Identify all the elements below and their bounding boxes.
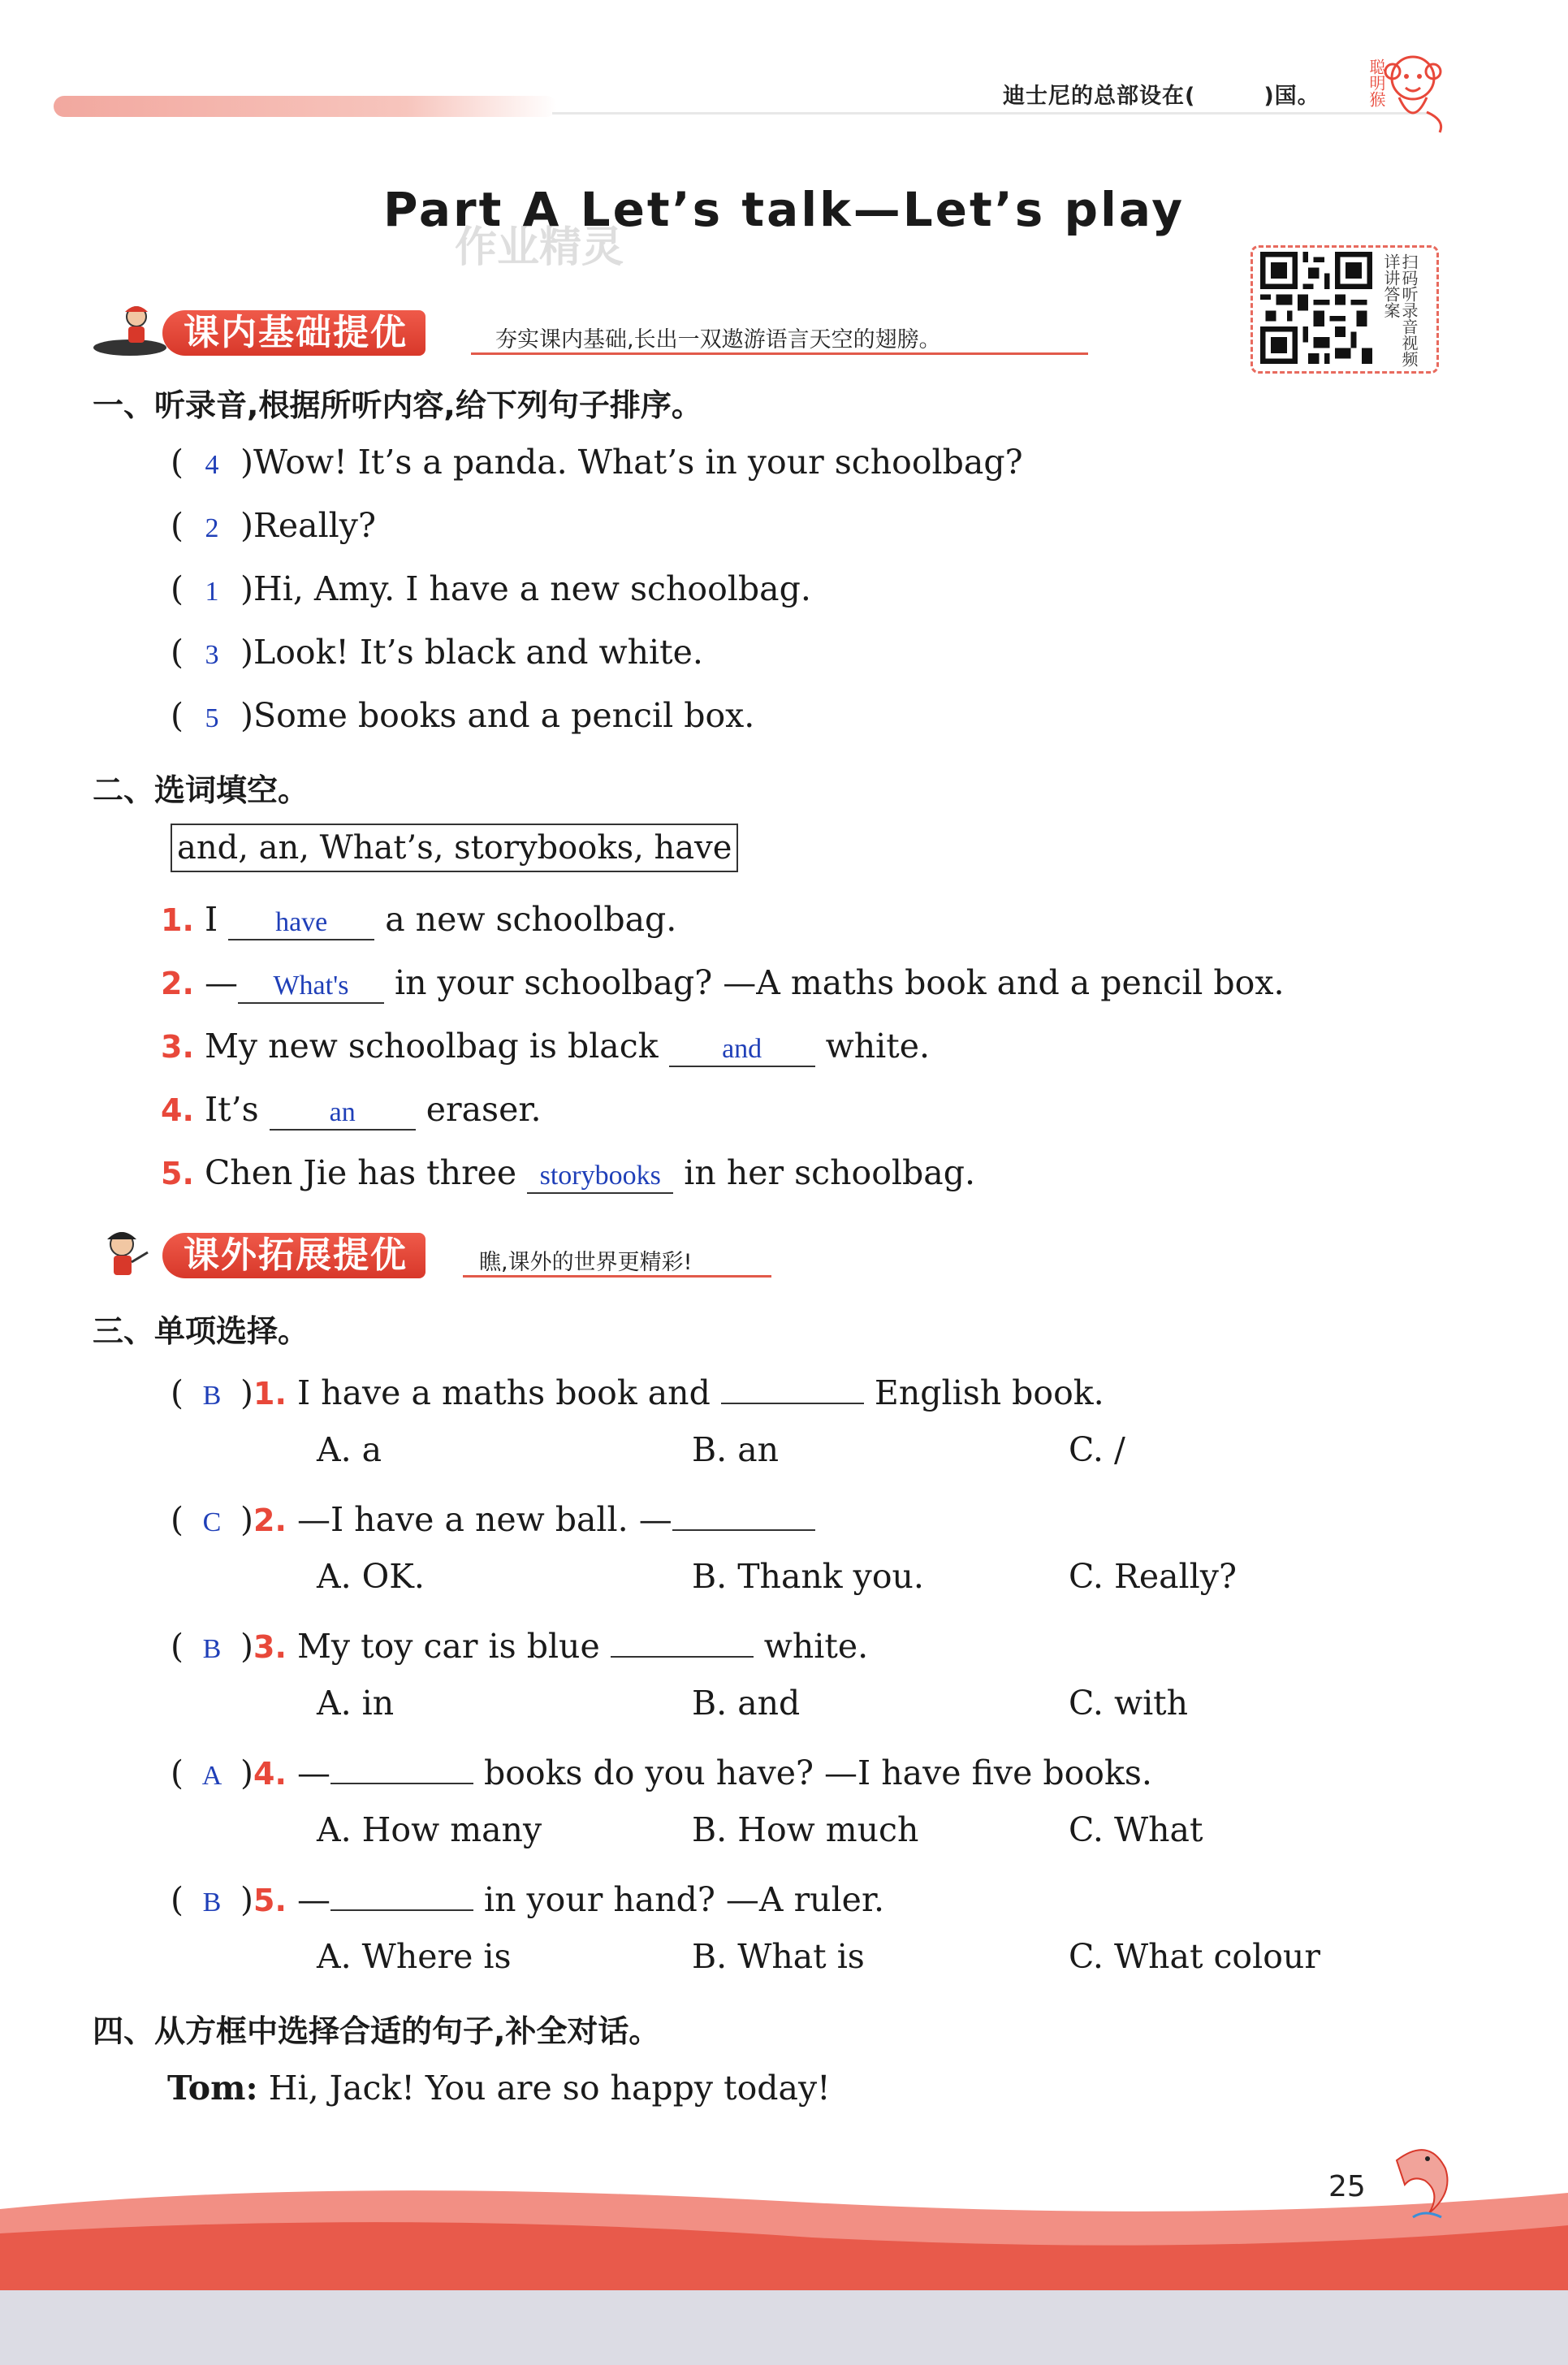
bracket-close: ) bbox=[240, 1373, 253, 1412]
question-title-2: 二、选词填空。 bbox=[93, 772, 309, 808]
answer-blank[interactable] bbox=[330, 1747, 473, 1784]
item-text: I bbox=[204, 900, 229, 939]
item-text: in her schoolbag. bbox=[673, 1153, 975, 1192]
option-b[interactable]: B. Thank you. bbox=[692, 1557, 924, 1596]
bracket-close: ) bbox=[240, 1627, 253, 1666]
item-text: It’s bbox=[204, 1090, 270, 1129]
ordering-item bbox=[171, 569, 811, 608]
answer-order[interactable]: 4 bbox=[205, 450, 219, 480]
item-text: )Some books and a pencil box. bbox=[240, 696, 755, 735]
item-text: My toy car is blue bbox=[296, 1627, 611, 1666]
fill-blank-item bbox=[161, 900, 676, 940]
answer-choice[interactable]: C bbox=[202, 1507, 222, 1537]
section-slogan: 瞧,课外的世界更精彩! bbox=[479, 1250, 693, 1275]
answer-order[interactable]: 3 bbox=[205, 640, 219, 670]
choice-question bbox=[171, 1874, 884, 1919]
choice-question bbox=[171, 1367, 1104, 1412]
option-a[interactable]: A. OK. bbox=[317, 1557, 425, 1596]
answer-choice[interactable]: A bbox=[201, 1761, 222, 1791]
footer-wave bbox=[0, 2177, 1568, 2365]
option-b[interactable]: B. How much bbox=[692, 1810, 919, 1849]
section-banner-basic bbox=[89, 310, 1088, 359]
item-number: 5. bbox=[253, 1883, 287, 1918]
answer-blank[interactable] bbox=[270, 1093, 416, 1131]
item-text: a new schoolbag. bbox=[374, 900, 677, 939]
item-number: 3. bbox=[161, 1029, 194, 1065]
item-number: 4. bbox=[253, 1756, 287, 1792]
section-label: 课内基础提优 bbox=[162, 310, 425, 356]
item-text: )Look! It’s black and white. bbox=[240, 633, 703, 672]
bracket-open: ( bbox=[171, 696, 184, 735]
item-number: 1. bbox=[253, 1376, 287, 1412]
header-rule bbox=[552, 112, 1429, 115]
item-text: )Wow! It’s a panda. What’s in your schoolbag? bbox=[240, 443, 1023, 482]
answer-choice[interactable]: B bbox=[202, 1381, 222, 1411]
header-band bbox=[54, 96, 557, 117]
question-title-1: 一、听录音,根据所听内容,给下列句子排序。 bbox=[93, 387, 702, 423]
section-label: 课外拓展提优 bbox=[162, 1233, 425, 1278]
option-c[interactable]: C. Really? bbox=[1069, 1557, 1237, 1596]
ordering-item bbox=[171, 443, 1023, 482]
section-slogan: 夯实课内基础,长出一双遨游语言天空的翅膀。 bbox=[495, 327, 941, 352]
skateboard-kid-icon bbox=[89, 299, 171, 364]
item-number: 2. bbox=[253, 1502, 287, 1538]
option-a[interactable]: A. How many bbox=[317, 1810, 542, 1849]
item-number: 3. bbox=[253, 1629, 287, 1665]
page-title: Part A Let’s talk—Let’s play bbox=[382, 182, 1186, 237]
ordering-item bbox=[171, 633, 703, 672]
qr-code-icon[interactable] bbox=[1260, 252, 1372, 364]
answer-order[interactable]: 1 bbox=[205, 577, 219, 607]
option-c[interactable]: C. / bbox=[1069, 1430, 1125, 1469]
item-text: — bbox=[296, 1753, 330, 1792]
header-trivia: 迪士尼的总部设在( )国。 bbox=[1003, 84, 1320, 109]
page-number: 25 bbox=[1328, 2170, 1366, 2203]
item-text: )Really? bbox=[240, 506, 376, 545]
item-number: 5. bbox=[161, 1156, 194, 1191]
option-a[interactable]: A. a bbox=[317, 1430, 382, 1469]
item-text: books do you have? —I have five books. bbox=[473, 1753, 1152, 1792]
fill-blank-item bbox=[161, 963, 1284, 1004]
answer-order[interactable]: 5 bbox=[205, 703, 219, 733]
item-text: white. bbox=[814, 1027, 931, 1066]
bracket-close: ) bbox=[240, 1753, 253, 1792]
answer-order[interactable]: 2 bbox=[205, 513, 219, 543]
option-c[interactable]: C. What bbox=[1069, 1810, 1203, 1849]
answer-blank[interactable] bbox=[672, 1494, 815, 1531]
answer-text: and bbox=[722, 1034, 762, 1064]
answer-text: an bbox=[329, 1097, 356, 1127]
bracket-open: ( bbox=[171, 1753, 184, 1792]
choice-question bbox=[171, 1620, 868, 1666]
answer-blank[interactable] bbox=[330, 1874, 473, 1911]
dialogue-line bbox=[167, 2069, 831, 2108]
bracket-open: ( bbox=[171, 506, 184, 545]
bracket-open: ( bbox=[171, 633, 184, 672]
answer-text: What's bbox=[273, 971, 349, 1001]
ordering-item bbox=[171, 506, 376, 545]
answer-blank[interactable] bbox=[669, 1030, 815, 1067]
bracket-open: ( bbox=[171, 569, 184, 608]
section-underline bbox=[463, 1275, 771, 1278]
item-text: white. bbox=[753, 1627, 869, 1666]
answer-text: have bbox=[275, 907, 328, 937]
answer-choice[interactable]: B bbox=[202, 1634, 222, 1664]
word-box: and, an, What’s, storybooks, have bbox=[171, 824, 738, 872]
dialogue-text: Hi, Jack! You are so happy today! bbox=[257, 2069, 831, 2108]
choice-question bbox=[171, 1494, 815, 1539]
answer-choice[interactable]: B bbox=[202, 1887, 222, 1918]
bracket-close: ) bbox=[240, 1500, 253, 1539]
dolphin-icon bbox=[1380, 2136, 1470, 2225]
item-number: 4. bbox=[161, 1092, 194, 1128]
answer-blank[interactable] bbox=[611, 1620, 754, 1658]
watermark: 作业精灵 bbox=[455, 223, 624, 272]
answer-blank[interactable] bbox=[228, 903, 374, 940]
fill-blank-item bbox=[161, 1090, 542, 1131]
item-text: —I have a new ball. — bbox=[296, 1500, 672, 1539]
answer-blank[interactable] bbox=[238, 966, 384, 1004]
option-b[interactable]: B. an bbox=[692, 1430, 780, 1469]
item-text: Chen Jie has three bbox=[204, 1153, 528, 1192]
bracket-open: ( bbox=[171, 1500, 184, 1539]
answer-blank[interactable] bbox=[527, 1157, 673, 1194]
bracket-close: ) bbox=[240, 1880, 253, 1919]
item-text: in your hand? —A ruler. bbox=[473, 1880, 885, 1919]
option-c[interactable]: C. with bbox=[1069, 1684, 1189, 1723]
item-text: eraser. bbox=[415, 1090, 542, 1129]
item-text: — bbox=[296, 1880, 330, 1919]
item-text: English book. bbox=[863, 1373, 1104, 1412]
option-b[interactable]: B. What is bbox=[692, 1937, 865, 1976]
item-text: I have a maths book and bbox=[296, 1373, 721, 1412]
question-title-3: 三、单项选择。 bbox=[93, 1313, 309, 1349]
bracket-open: ( bbox=[171, 443, 184, 482]
answer-text: storybooks bbox=[539, 1161, 661, 1191]
section-banner-extended bbox=[89, 1233, 771, 1282]
mascot-label: 聪明猴 bbox=[1367, 58, 1386, 107]
item-number: 1. bbox=[161, 902, 194, 938]
item-text: in your schoolbag? —A maths book and a pencil box. bbox=[383, 963, 1285, 1002]
choice-question bbox=[171, 1747, 1152, 1792]
bracket-open: ( bbox=[171, 1373, 184, 1412]
ordering-item bbox=[171, 696, 754, 735]
answer-blank[interactable] bbox=[721, 1367, 864, 1404]
option-a[interactable]: A. Where is bbox=[317, 1937, 512, 1976]
section-underline bbox=[471, 352, 1088, 355]
bracket-open: ( bbox=[171, 1880, 184, 1919]
speaker-name: Tom: bbox=[167, 2069, 258, 2108]
option-c[interactable]: C. What colour bbox=[1069, 1937, 1320, 1976]
pirate-kid-icon bbox=[89, 1221, 171, 1286]
item-text: My new schoolbag is black bbox=[204, 1027, 669, 1066]
item-text: — bbox=[204, 963, 238, 1002]
option-b[interactable]: B. and bbox=[692, 1684, 801, 1723]
bracket-open: ( bbox=[171, 1627, 184, 1666]
fill-blank-item bbox=[161, 1153, 975, 1194]
item-text: )Hi, Amy. I have a new schoolbag. bbox=[240, 569, 811, 608]
qr-caption: 扫码听录音视频详讲答案 bbox=[1381, 253, 1419, 367]
fill-blank-item bbox=[161, 1027, 930, 1067]
question-title-4: 四、从方框中选择合适的句子,补全对话。 bbox=[93, 2013, 660, 2049]
monkey-mascot-icon bbox=[1376, 47, 1449, 136]
item-number: 2. bbox=[161, 966, 194, 1001]
option-a[interactable]: A. in bbox=[317, 1684, 395, 1723]
